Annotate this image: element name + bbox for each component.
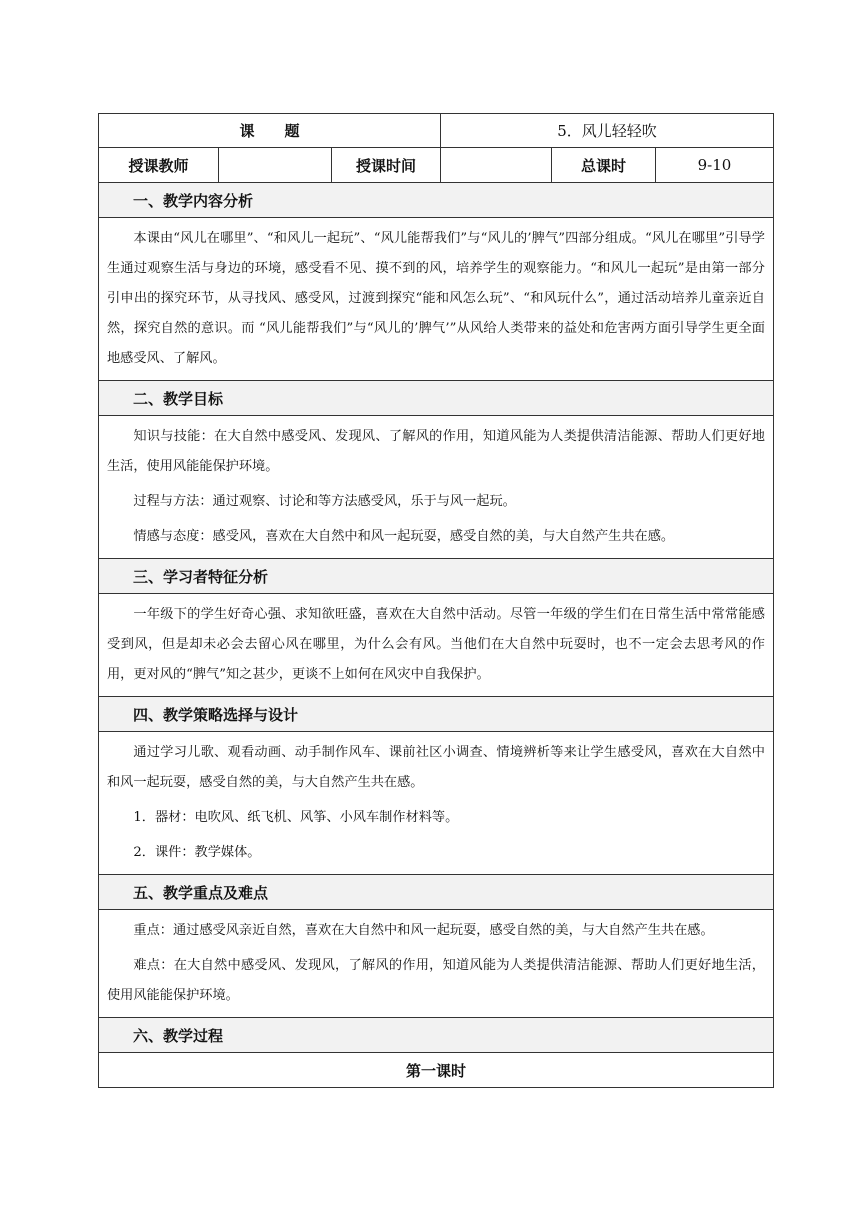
section-title: 四、教学策略选择与设计 — [133, 705, 299, 724]
section-content-analysis-body — [99, 218, 773, 381]
section-title: 三、学习者特征分析 — [133, 567, 269, 586]
paragraph: 通过学习儿歌、观看动画、动手制作风车、课前社区小调查、情境辨析等来让学生感受风，喜欢在大自然中和风一起玩耍，感受自然的美，与大自然产生共在感。 — [107, 745, 765, 790]
section-learner-analysis-header — [99, 559, 773, 594]
time-label: 授课时间 — [331, 148, 440, 182]
total-hours-value: 9-10 — [655, 148, 773, 182]
lesson-one-row — [99, 1053, 773, 1087]
paragraph: 难点：在大自然中感受风、发现风，了解风的作用，知道风能为人类提供清洁能源、帮助人们更好地生活，使用风能能保护环境。 — [107, 958, 765, 1003]
paragraph: 一年级下的学生好奇心强、求知欲旺盛，喜欢在大自然中活动。尽管一年级的学生们在日常生活中常常能感受到风，但是却未必会去留心风在哪里，为什么会有风。当他们在大自然中玩耍时，也不一定会去思考风的作用，更对风的“脾气”知之甚少，更谈不上如何在风灾中自我保护。 — [107, 607, 765, 682]
lesson-plan-table — [98, 113, 774, 1088]
topic-value: 5．风儿轻轻吹 — [440, 114, 773, 147]
section-key-points-header — [99, 875, 773, 910]
paragraph: 1．器材：电吹风、纸飞机、风筝、小风车制作材料等。 — [133, 810, 459, 825]
paragraph: 本课由“风儿在哪里”、“和风儿一起玩”、“风儿能帮我们”与“风儿的’脾气”四部分组成。“风儿在哪里”引导学生通过观察生活与身边的环境，感受看不见、摸不到的风，培养学生的观察能力。“和风儿一起玩”是由第一部分引申出的探究环节，从寻找风、感受风，过渡到探究“能和风怎么玩”、“和风玩什么”，通过活动培养儿童亲近自然，探究自然的意识。而 “风儿能帮我们”与“风儿的’脾气’”从风给人类带来的益处和危害两方面引导学生更全面地感受风、了解风。 — [107, 231, 765, 366]
section-objectives-header — [99, 381, 773, 416]
section-objectives-body — [99, 416, 773, 559]
time-value — [440, 148, 551, 182]
lesson-subheading: 第一课时 — [405, 1061, 466, 1080]
section-learner-analysis-body — [99, 594, 773, 697]
paragraph: 知识与技能：在大自然中感受风、发现风、了解风的作用，知道风能为人类提供清洁能源、帮助人们更好地生活，使用风能能保护环境。 — [107, 429, 765, 474]
section-strategy-body — [99, 732, 773, 875]
paragraph: 2．课件：教学媒体。 — [133, 845, 261, 860]
section-title: 一、教学内容分析 — [133, 191, 254, 210]
topic-row — [99, 114, 773, 148]
teacher-row — [99, 148, 773, 183]
section-strategy-header — [99, 697, 773, 732]
total-hours-label: 总课时 — [551, 148, 655, 182]
paragraph: 情感与态度：感受风，喜欢在大自然中和风一起玩耍，感受自然的美，与大自然产生共在感。 — [133, 529, 675, 544]
topic-label: 课 题 — [239, 122, 300, 140]
section-title: 六、教学过程 — [133, 1026, 224, 1045]
paragraph: 过程与方法：通过观察、讨论和等方法感受风，乐于与风一起玩。 — [133, 494, 516, 509]
section-key-points-body — [99, 910, 773, 1018]
section-content-analysis-header — [99, 183, 773, 218]
teacher-label: 授课教师 — [128, 156, 189, 175]
section-title: 五、教学重点及难点 — [133, 883, 269, 902]
section-title: 二、教学目标 — [133, 389, 224, 408]
section-process-header — [99, 1018, 773, 1053]
paragraph: 重点：通过感受风亲近自然，喜欢在大自然中和风一起玩耍，感受自然的美，与大自然产生共在感。 — [133, 923, 714, 938]
teacher-value — [218, 148, 331, 182]
